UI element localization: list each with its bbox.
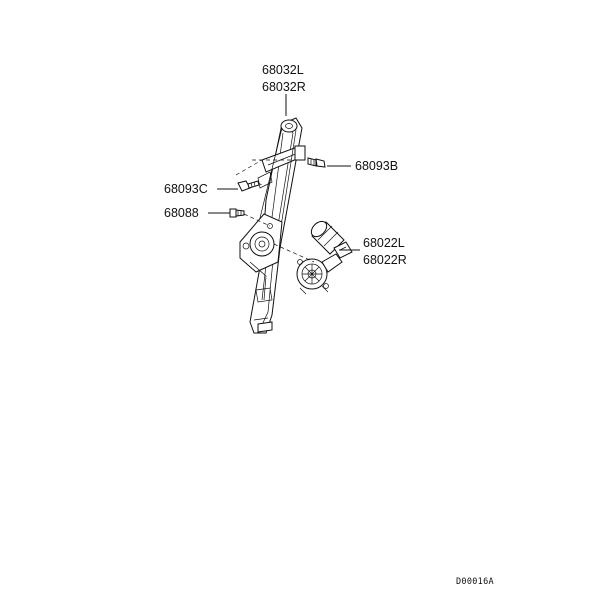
window-regulator-rail — [240, 118, 305, 333]
drawing-code: D00016A — [456, 577, 494, 587]
bolt-68093c — [238, 181, 259, 191]
label-68093c: 68093C — [164, 182, 208, 196]
label-68022l: 68022L — [363, 236, 405, 250]
label-68022r: 68022R — [363, 253, 407, 267]
label-68032l: 68032L — [262, 63, 304, 77]
label-68093b: 68093B — [355, 159, 399, 173]
bolt-68093b — [308, 158, 325, 167]
label-68032r: 68032R — [262, 80, 306, 94]
label-68088: 68088 — [164, 206, 199, 220]
screw-68088 — [230, 209, 244, 217]
window-motor — [297, 218, 352, 294]
